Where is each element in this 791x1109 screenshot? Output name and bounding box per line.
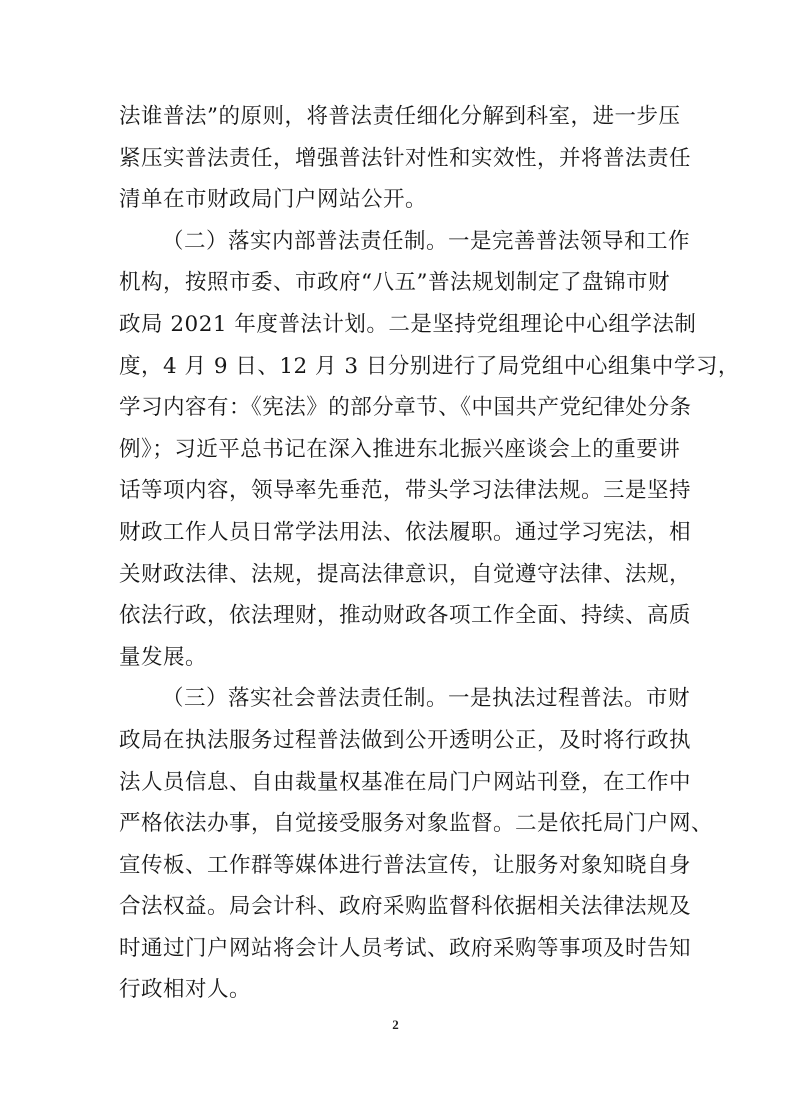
text-line: 宣传板、工作群等媒体进行普法宣传，让服务对象知晓自身 — [119, 852, 692, 878]
text-line: （二）落实内部普法责任制。一是完善普法领导和工作 — [162, 228, 691, 254]
text-line: 政局 2021 年度普法计划。二是坚持党组理论中心组学法制 — [119, 311, 697, 337]
text-line: 量发展。 — [119, 644, 208, 670]
text-line: 例》；习近平总书记在深入推进东北振兴座谈会上的重要讲 — [119, 436, 681, 462]
document-body — [119, 96, 740, 1011]
text-line: 严格依法办事，自觉接受服务对象监督。二是依托局门户网、 — [119, 811, 714, 837]
text-line: 法谁普法”的原则，将普法责任细化分解到科室，进一步压 — [119, 104, 681, 129]
text-line: 紧压实普法责任，增强普法针对性和实效性，并将普法责任 — [119, 145, 692, 171]
text-line: 学习内容有：《宪法》的部分章节、《中国共产党纪律处分条 — [119, 395, 692, 421]
text-line: 财政工作人员日常学法用法、依法履职。通过学习宪法，相 — [119, 519, 692, 545]
page-number: 2 — [392, 1017, 399, 1032]
text-line: 话等项内容，领导率先垂范，带头学习法律法规。三是坚持 — [119, 478, 692, 504]
text-line: 政局在执法服务过程普法做到公开透明公正，及时将行政执 — [119, 727, 692, 753]
paragraph-social-responsibility — [119, 678, 714, 1011]
text-line: 行政相对人。 — [119, 977, 252, 1003]
text-line: 合法权益。局会计科、政府采购监督科依据相关法律法规及 — [119, 894, 692, 920]
paragraph-continuation — [119, 96, 692, 221]
text-line: 关财政法律、法规，提高法律意识，自觉遵守法律、法规， — [119, 561, 692, 587]
text-line: （三）落实社会普法责任制。一是执法过程普法。市财 — [162, 686, 691, 712]
text-line: 法人员信息、自由裁量权基准在局门户网站刊登，在工作中 — [119, 769, 692, 795]
text-line: 机构，按照市委、市政府“八五”普法规划制定了盘锦市财 — [119, 270, 670, 296]
text-line: 时通过门户网站将会计人员考试、政府采购等事项及时告知 — [119, 935, 692, 961]
text-line: 清单在市财政局门户网站公开。 — [119, 187, 428, 213]
text-line: 度，4 月 9 日、12 月 3 日分别进行了局党组中心组集中学习， — [119, 353, 740, 379]
paragraph-internal-responsibility — [119, 221, 740, 679]
text-line: 依法行政，依法理财，推动财政各项工作全面、持续、高质 — [119, 603, 692, 629]
